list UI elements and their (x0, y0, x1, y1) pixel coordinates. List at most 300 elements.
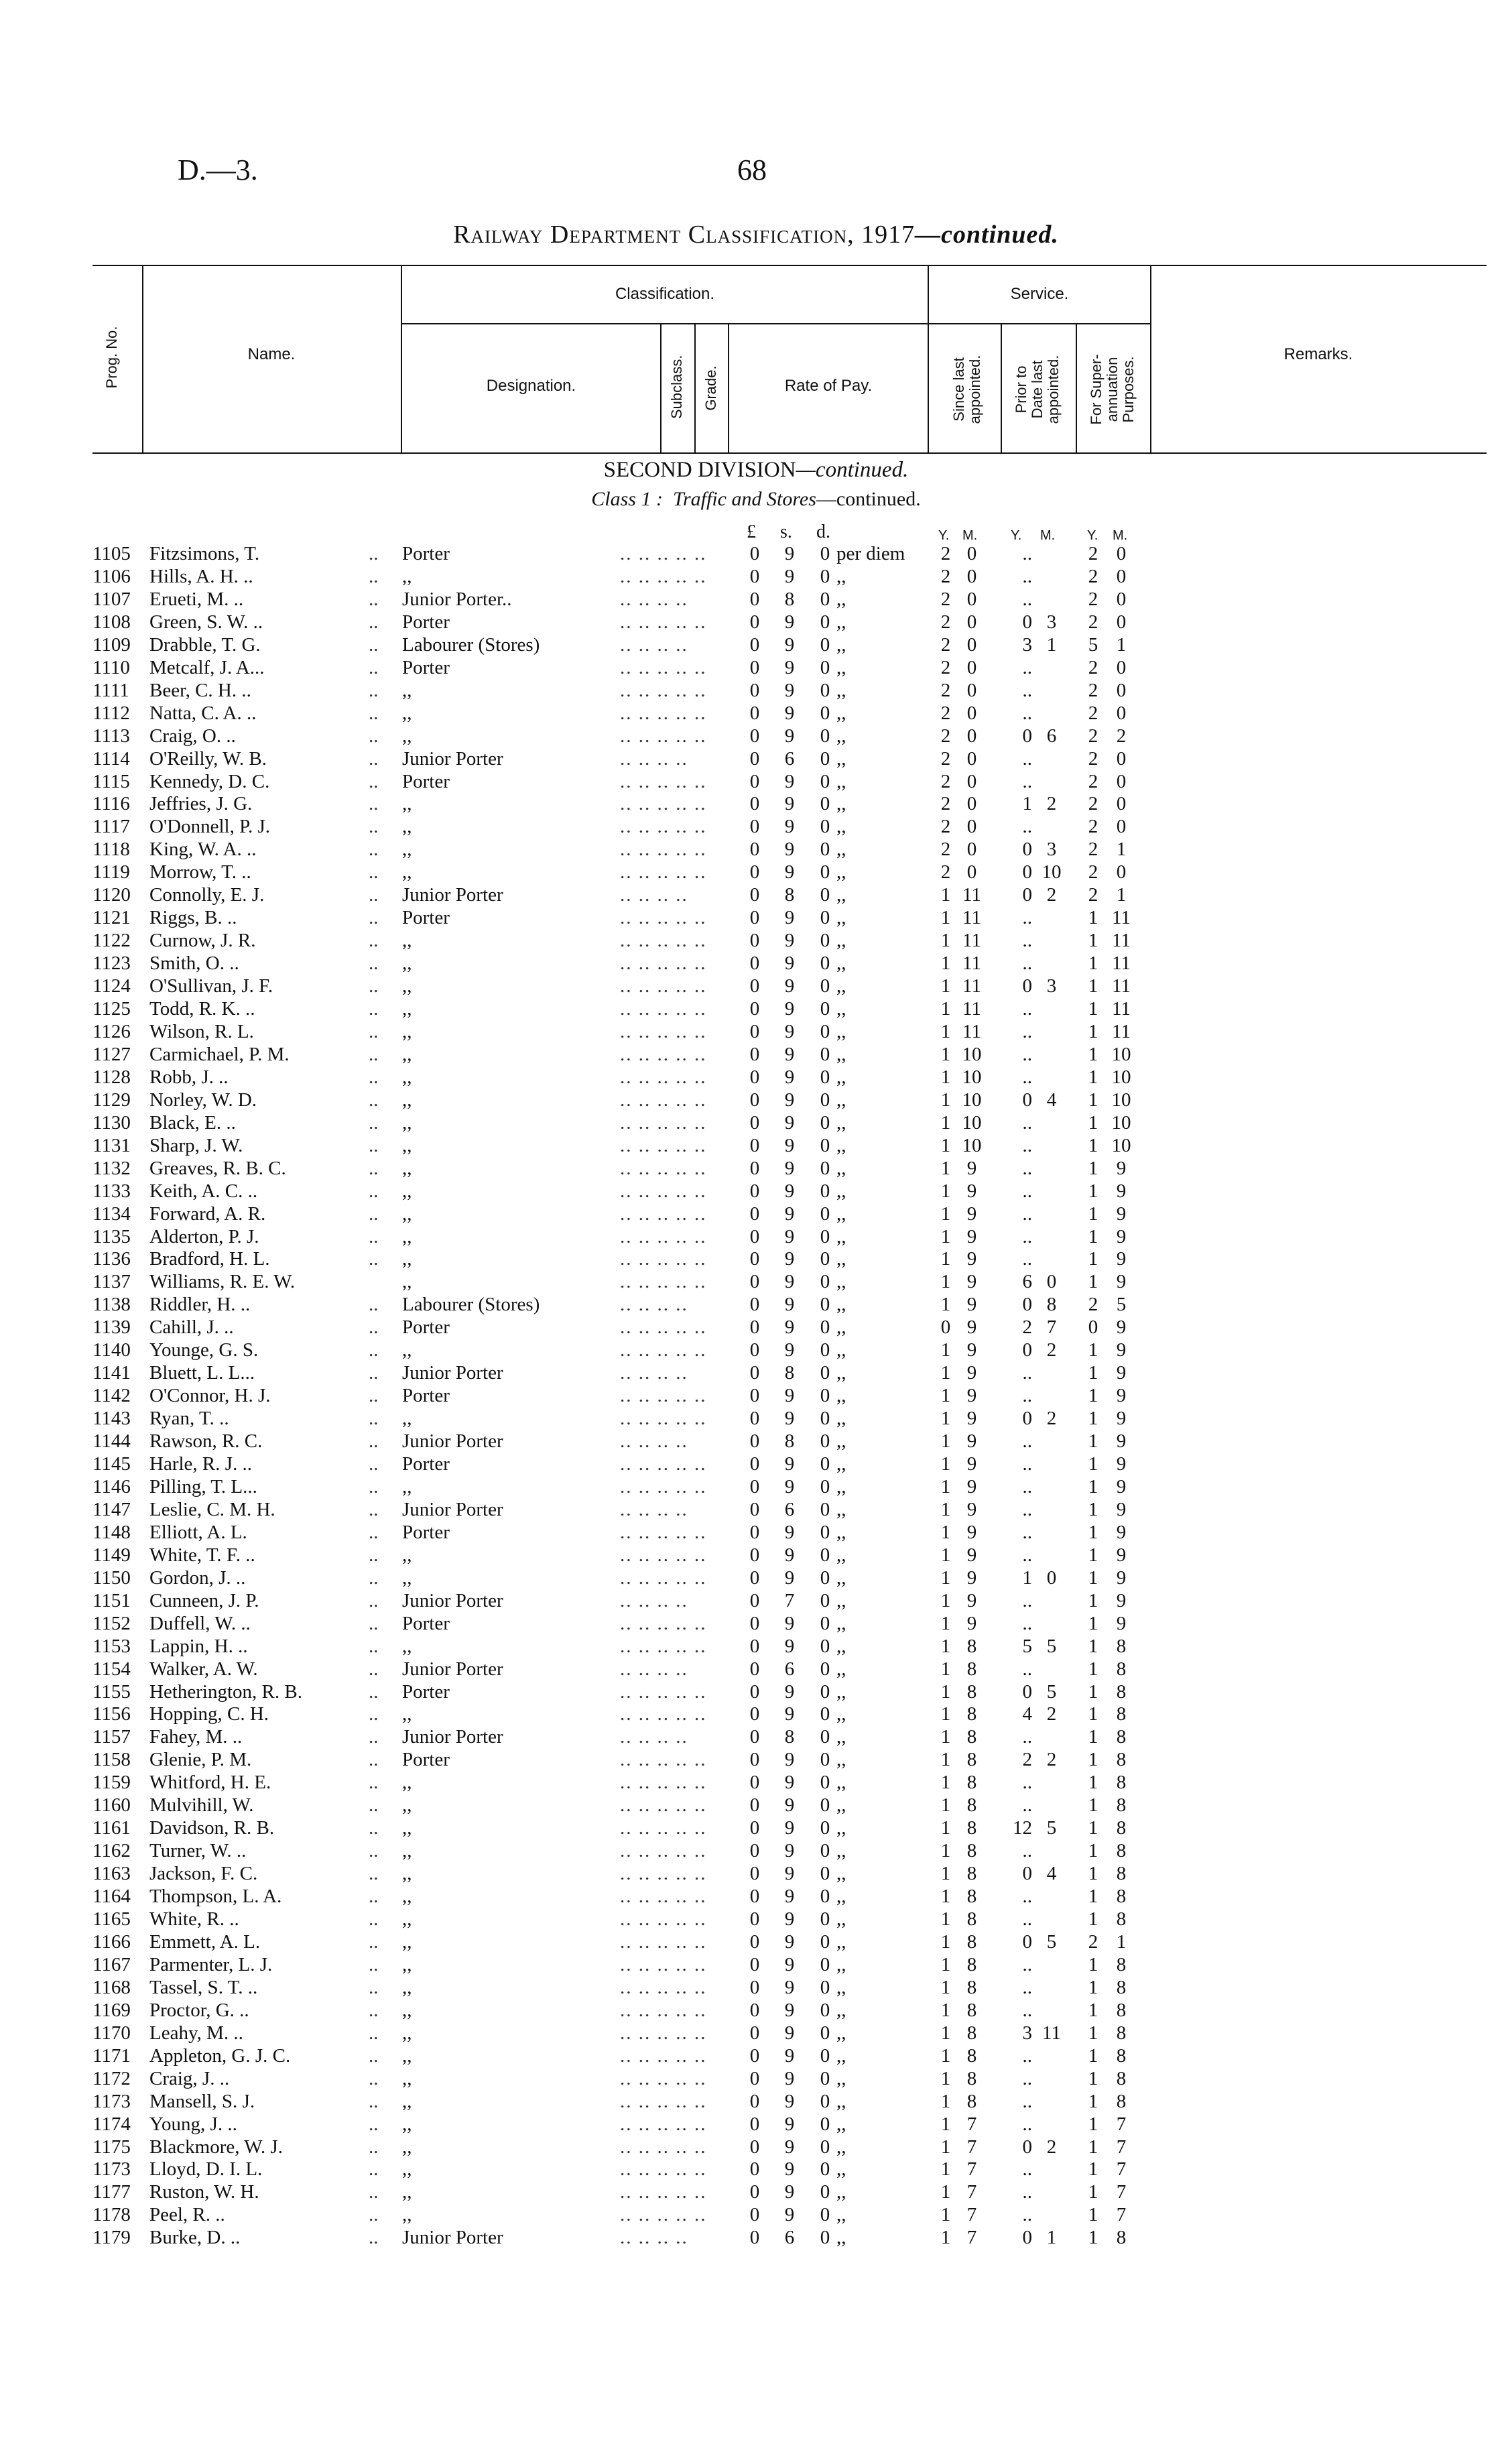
super-months: 9 (1116, 1385, 1127, 1407)
pay-shillings: 9 (784, 725, 795, 747)
prior-years: .. (1022, 1453, 1032, 1475)
prog-no: 1121 (92, 907, 131, 929)
prog-no: 1132 (92, 1157, 131, 1179)
since-years: 2 (940, 702, 951, 724)
table-row (0, 2227, 1512, 2249)
pay-pence: 0 (820, 1157, 830, 1179)
employee-name: Gordon, J. .. (149, 1567, 246, 1589)
leader-dots: .. (369, 1749, 379, 1771)
designation: Junior Porter (402, 1726, 503, 1748)
prior-months: 5 (1046, 1930, 1057, 1953)
since-years: 1 (940, 1635, 951, 1657)
since-months: 0 (966, 588, 977, 610)
since-years: 1 (940, 1180, 951, 1202)
leader-dots: .. .. .. .. (620, 2227, 688, 2249)
leader-dots: .. (369, 1930, 379, 1953)
designation: ,, (402, 1999, 412, 2021)
superannuation-header: For Super- annuation Purposes. (1088, 354, 1137, 425)
employee-name: Hetherington, R. B. (149, 1680, 302, 1703)
super-years: 2 (1088, 793, 1098, 815)
leader-dots: .. .. .. .. .. (620, 2067, 707, 2089)
prog-no: 1175 (92, 2136, 131, 2158)
employee-name: Todd, R. K. .. (149, 998, 255, 1020)
prior-months: 2 (1046, 1703, 1057, 1725)
designation: ,, (402, 1089, 412, 1111)
super-years: 1 (1088, 1953, 1098, 1975)
prior-years: .. (1022, 930, 1032, 952)
employee-name: Bluett, L. L... (149, 1362, 255, 1384)
prior-months: 5 (1046, 1635, 1057, 1657)
class-name: Traffic and Stores (672, 488, 816, 510)
super-months: 9 (1116, 1612, 1127, 1634)
designation: ,, (402, 930, 412, 952)
super-months: 0 (1116, 611, 1127, 633)
prior-years: .. (1022, 1225, 1032, 1247)
since-years: 1 (940, 1203, 951, 1225)
prog-no: 1158 (92, 1749, 131, 1771)
grade-header: Grade. (702, 365, 719, 411)
table-row (0, 1840, 1512, 1862)
pay-pounds: 0 (749, 2204, 760, 2226)
employee-name: Jackson, F. C. (149, 1863, 258, 1885)
pay-pence: 0 (820, 1362, 830, 1384)
leader-dots: .. (369, 565, 379, 587)
prior-years: .. (1022, 1908, 1032, 1930)
leader-dots: .. .. .. .. .. (620, 1225, 707, 1247)
prior-years: .. (1022, 1430, 1032, 1453)
since-months: 0 (966, 770, 977, 792)
prog-no: 1115 (92, 770, 130, 792)
super-years: 1 (1088, 1544, 1098, 1566)
pay-shillings: 9 (784, 565, 795, 587)
prior-years: .. (1022, 2158, 1032, 2181)
pay-pence: 0 (820, 1089, 830, 1111)
pay-basis: ,, (836, 2158, 846, 2181)
pay-basis: ,, (836, 1772, 846, 1794)
since-months: 8 (966, 1726, 977, 1748)
table-row (0, 1977, 1512, 1999)
pay-shillings: 9 (784, 1043, 795, 1065)
pay-pence: 0 (820, 2113, 830, 2135)
super-years: 2 (1088, 861, 1098, 883)
leader-dots: .. .. .. .. .. (620, 1567, 707, 1589)
prior-years: .. (1022, 1385, 1032, 1407)
table-row (0, 2068, 1512, 2090)
designation: ,, (402, 1703, 412, 1725)
prior-years: .. (1022, 1886, 1032, 1908)
super-years: 1 (1088, 2158, 1098, 2181)
designation: ,, (402, 1066, 412, 1088)
leader-dots: .. .. .. .. .. (620, 1521, 707, 1543)
pay-shillings: 8 (784, 588, 795, 610)
employee-name: Green, S. W. .. (149, 611, 263, 633)
pay-basis: ,, (836, 884, 846, 906)
table-row (0, 1203, 1512, 1225)
super-months: 7 (1116, 2113, 1127, 2135)
leader-dots: .. (369, 702, 379, 724)
since-years: 2 (940, 793, 951, 815)
prog-no: 1154 (92, 1658, 131, 1680)
header-bottom-rule (92, 452, 1487, 454)
leader-dots: .. (369, 1180, 379, 1202)
pay-pence: 0 (820, 839, 830, 861)
pay-basis: per diem (836, 543, 905, 564)
pay-shillings: 9 (784, 1908, 795, 1930)
prior-years: .. (1022, 1794, 1032, 1817)
prior-months: 2 (1046, 2136, 1057, 2158)
prior-months: 10 (1042, 861, 1062, 883)
super-years: 1 (1088, 1271, 1098, 1293)
leader-dots: .. (369, 2204, 379, 2226)
pay-shillings: 9 (784, 611, 795, 633)
pay-pounds: 0 (749, 1612, 760, 1634)
super-years: 5 (1088, 633, 1098, 656)
super-months: 11 (1112, 930, 1131, 952)
prog-no: 1147 (92, 1498, 131, 1520)
pay-basis: ,, (836, 816, 846, 838)
prior-months: 2 (1046, 1339, 1057, 1361)
leader-dots: .. (369, 1863, 379, 1885)
pay-pence: 0 (820, 1294, 830, 1316)
table-row (0, 1044, 1512, 1066)
employee-name: Turner, W. .. (149, 1840, 247, 1862)
prog-no: 1134 (92, 1203, 131, 1225)
prog-no: 1116 (92, 793, 130, 815)
leader-dots: .. .. .. .. (620, 747, 688, 770)
leader-dots: .. (369, 2227, 379, 2249)
prior-years: 0 (1022, 1863, 1032, 1885)
table-row (0, 657, 1512, 679)
super-months: 0 (1116, 861, 1127, 883)
leader-dots: .. (369, 1020, 379, 1042)
employee-name: Connolly, E. J. (149, 884, 265, 906)
pay-basis: ,, (836, 1953, 846, 1975)
designation: ,, (402, 2181, 412, 2203)
class-label: Class 1 : (591, 488, 663, 510)
pay-basis: ,, (836, 1589, 846, 1611)
table-row (0, 1863, 1512, 1885)
employee-name: Ryan, T. .. (149, 1408, 229, 1430)
super-years: 1 (1088, 1908, 1098, 1930)
since-years: 1 (940, 953, 951, 975)
designation: Porter (402, 611, 450, 633)
leader-dots: .. .. .. .. .. (620, 1953, 707, 1975)
pay-pence: 0 (820, 1794, 830, 1817)
leader-dots: .. (369, 1772, 379, 1794)
since-years: 1 (940, 1680, 951, 1703)
table-row (0, 1430, 1512, 1453)
designation: ,, (402, 1772, 412, 1794)
pay-pounds: 0 (749, 1225, 760, 1247)
designation: ,, (402, 1817, 412, 1839)
leader-dots: .. (369, 1066, 379, 1088)
employee-name: Younge, G. S. (149, 1339, 259, 1361)
pay-pence: 0 (820, 1430, 830, 1453)
super-years: 1 (1088, 2022, 1098, 2044)
pay-shillings: 9 (784, 2113, 795, 2135)
pay-shillings: 9 (784, 1703, 795, 1725)
prog-no: 1156 (92, 1703, 131, 1725)
designation: Junior Porter (402, 884, 503, 906)
since-months: 9 (966, 1498, 977, 1520)
super-years: 1 (1088, 975, 1098, 997)
pay-pounds: 0 (749, 1953, 760, 1975)
table-row (0, 1726, 1512, 1748)
pay-pounds: 0 (749, 998, 760, 1020)
super-years: 1 (1088, 1840, 1098, 1862)
employee-name: Black, E. .. (149, 1111, 236, 1133)
designation: Junior Porter.. (402, 588, 512, 610)
since-months: 8 (966, 1999, 977, 2021)
super-months: 8 (1116, 1635, 1127, 1657)
leader-dots: .. (369, 1886, 379, 1908)
super-months: 9 (1116, 1521, 1127, 1543)
pay-shillings: 9 (784, 2204, 795, 2226)
employee-name: Peel, R. .. (149, 2204, 225, 2226)
prog-no-header: Prog. No. (103, 326, 120, 389)
super-years: 1 (1088, 953, 1098, 975)
leader-dots: .. (369, 1680, 379, 1703)
leader-dots: .. (369, 2067, 379, 2089)
since-months: 8 (966, 1817, 977, 1839)
designation: Porter (402, 1680, 450, 1703)
since-months: 10 (962, 1134, 982, 1156)
pay-pounds: 0 (749, 2113, 760, 2135)
pay-basis: ,, (836, 1043, 846, 1065)
since-months: 8 (966, 1772, 977, 1794)
super-months: 11 (1112, 975, 1131, 997)
super-years: 1 (1088, 1020, 1098, 1042)
super-months: 8 (1116, 1999, 1127, 2021)
prog-no: 1148 (92, 1521, 131, 1543)
pay-shillings: 9 (784, 679, 795, 701)
employee-name: Beer, C. H. .. (149, 679, 251, 701)
remarks-header: Remarks. (1283, 345, 1353, 363)
table-row (0, 953, 1512, 975)
pay-shillings: 9 (784, 1999, 795, 2021)
since-months: 8 (966, 2090, 977, 2112)
super-months: 9 (1116, 1271, 1127, 1293)
prior-months: 6 (1046, 725, 1057, 747)
table-row (0, 1931, 1512, 1953)
leader-dots: .. (369, 1976, 379, 1998)
pay-pence: 0 (820, 975, 830, 997)
prog-no: 1168 (92, 1976, 131, 1998)
super-months: 1 (1116, 884, 1127, 906)
pay-basis: ,, (836, 998, 846, 1020)
pay-basis: ,, (836, 2136, 846, 2158)
prog-no: 1149 (92, 1544, 131, 1566)
designation: Junior Porter (402, 1498, 503, 1520)
super-months: 9 (1116, 1248, 1127, 1270)
leader-dots: .. (369, 1043, 379, 1065)
designation: ,, (402, 1203, 412, 1225)
pay-basis: ,, (836, 1248, 846, 1270)
leader-dots: .. .. .. .. .. (620, 1385, 707, 1407)
since-months: 9 (966, 1339, 977, 1361)
leader-dots: .. .. .. .. .. (620, 1134, 707, 1156)
leader-dots: .. .. .. .. (620, 884, 688, 906)
super-years: 1 (1088, 1385, 1098, 1407)
pay-pounds: 0 (749, 1544, 760, 1566)
prior-years: .. (1022, 2181, 1032, 2203)
leader-dots: .. (369, 725, 379, 747)
since-years: 1 (940, 907, 951, 929)
prior-months: 2 (1046, 1408, 1057, 1430)
pay-shillings: 9 (784, 1111, 795, 1133)
leader-dots: .. (369, 611, 379, 633)
since-months: 9 (966, 1453, 977, 1475)
leader-dots: .. .. .. .. .. (620, 2044, 707, 2067)
designation: Labourer (Stores) (402, 1294, 540, 1316)
super-months: 0 (1116, 565, 1127, 587)
pay-basis: ,, (836, 1840, 846, 1862)
pay-pounds: 0 (749, 1976, 760, 1998)
pay-pounds: 0 (749, 1066, 760, 1088)
designation: ,, (402, 1976, 412, 1998)
pay-shillings: 6 (784, 747, 795, 770)
leader-dots: .. .. .. .. .. (620, 1020, 707, 1042)
table-row (0, 611, 1512, 633)
prog-no: 1114 (92, 747, 130, 770)
pay-shillings: 9 (784, 907, 795, 929)
super-months: 0 (1116, 702, 1127, 724)
class-heading (0, 488, 1512, 511)
pay-shillings: 9 (784, 1316, 795, 1339)
pay-shillings: 9 (784, 1953, 795, 1975)
document-reference: D.—3. (178, 154, 258, 186)
pay-basis: ,, (836, 1134, 846, 1156)
super-months: 9 (1116, 1567, 1127, 1589)
pay-pounds: 0 (749, 1794, 760, 1817)
since-years: 1 (940, 1408, 951, 1430)
pay-pounds: 0 (749, 679, 760, 701)
since-months: 8 (966, 1863, 977, 1885)
super-months: 7 (1116, 2204, 1127, 2226)
super-years: 1 (1088, 1408, 1098, 1430)
pay-pounds: 0 (749, 1521, 760, 1543)
super-months: 8 (1116, 1772, 1127, 1794)
designation: ,, (402, 1339, 412, 1361)
leader-dots: .. .. .. .. .. (620, 1772, 707, 1794)
prior-years: .. (1022, 1066, 1032, 1088)
pay-pounds: 0 (749, 633, 760, 656)
super-years: 2 (1088, 725, 1098, 747)
pay-pounds: 0 (749, 2067, 760, 2089)
leader-dots: .. (369, 2090, 379, 2112)
since-months: 0 (966, 565, 977, 587)
super-years: 1 (1088, 1886, 1098, 1908)
prog-no: 1110 (92, 656, 130, 678)
prior-years: .. (1022, 1248, 1032, 1270)
since-years: 1 (940, 1999, 951, 2021)
leader-dots: .. .. .. .. .. (620, 2158, 707, 2181)
pay-basis: ,, (836, 2044, 846, 2067)
leader-dots: .. (369, 861, 379, 883)
super-years: 2 (1088, 770, 1098, 792)
since-years: 2 (940, 725, 951, 747)
designation: Porter (402, 1612, 450, 1634)
pence-unit: d. (816, 522, 830, 542)
pay-basis: ,, (836, 1020, 846, 1042)
pay-pounds: 0 (749, 1248, 760, 1270)
table-row (0, 1339, 1512, 1361)
super-months: 11 (1112, 907, 1131, 929)
since-years: 2 (940, 679, 951, 701)
employee-name: Parmenter, L. J. (149, 1953, 273, 1975)
since-years: 1 (940, 1453, 951, 1475)
since-years: 1 (940, 1589, 951, 1611)
since-months: 8 (966, 1930, 977, 1953)
pay-pounds: 0 (749, 1658, 760, 1680)
pay-pence: 0 (820, 1703, 830, 1725)
leader-dots: .. .. .. .. .. (620, 1703, 707, 1725)
prior-years: 0 (1022, 1089, 1032, 1111)
designation: Porter (402, 543, 450, 564)
prior-years: 1 (1022, 1567, 1032, 1589)
employee-name: Keith, A. C. .. (149, 1180, 258, 1202)
leader-dots: .. (369, 1134, 379, 1156)
employee-name: Norley, W. D. (149, 1089, 257, 1111)
leader-dots: .. (369, 679, 379, 701)
super-years: 1 (1088, 1248, 1098, 1270)
super-months: 8 (1116, 1680, 1127, 1703)
pay-pence: 0 (820, 1271, 830, 1293)
class-continued: —continued. (816, 488, 921, 510)
pay-shillings: 9 (784, 1772, 795, 1794)
designation: ,, (402, 1908, 412, 1930)
employee-name: Glenie, P. M. (149, 1749, 252, 1771)
leader-dots: .. .. .. .. (620, 588, 688, 610)
super-months: 8 (1116, 1908, 1127, 1930)
designation: ,, (402, 2113, 412, 2135)
since-years: 2 (940, 861, 951, 883)
prior-years: .. (1022, 1726, 1032, 1748)
designation: ,, (402, 1408, 412, 1430)
leader-dots: .. (369, 1089, 379, 1111)
pay-shillings: 9 (784, 1248, 795, 1270)
employee-name: Jeffries, J. G. (149, 793, 253, 815)
pay-pounds: 0 (749, 2227, 760, 2249)
leader-dots: .. .. .. .. .. (620, 1544, 707, 1566)
since-years: 1 (940, 2158, 951, 2181)
since-months: 8 (966, 1976, 977, 1998)
table-row (0, 816, 1512, 838)
employee-name: Davidson, R. B. (149, 1817, 275, 1839)
pay-shillings: 8 (784, 1430, 795, 1453)
employee-name: Emmett, A. L. (149, 1930, 261, 1953)
since-years: 2 (940, 816, 951, 838)
employee-name: Metcalf, J. A... (149, 656, 265, 678)
since-years: 1 (940, 2181, 951, 2203)
table-row (0, 2022, 1512, 2044)
since-years: 1 (940, 1976, 951, 1998)
super-years: 2 (1088, 611, 1098, 633)
prog-no: 1113 (92, 725, 130, 747)
table-row (0, 2204, 1512, 2226)
pay-pounds: 0 (749, 1180, 760, 1202)
pay-shillings: 9 (784, 1225, 795, 1247)
title-main: Railway Department Classification, 1917 (453, 221, 916, 249)
since-years: 1 (940, 2022, 951, 2044)
table-row (0, 702, 1512, 725)
designation: Junior Porter (402, 1589, 503, 1611)
leader-dots: .. (369, 1908, 379, 1930)
super-months: 0 (1116, 816, 1127, 838)
leader-dots: .. .. .. .. .. (620, 565, 707, 587)
super-years: 1 (1088, 2090, 1098, 2112)
pay-pounds: 0 (749, 725, 760, 747)
